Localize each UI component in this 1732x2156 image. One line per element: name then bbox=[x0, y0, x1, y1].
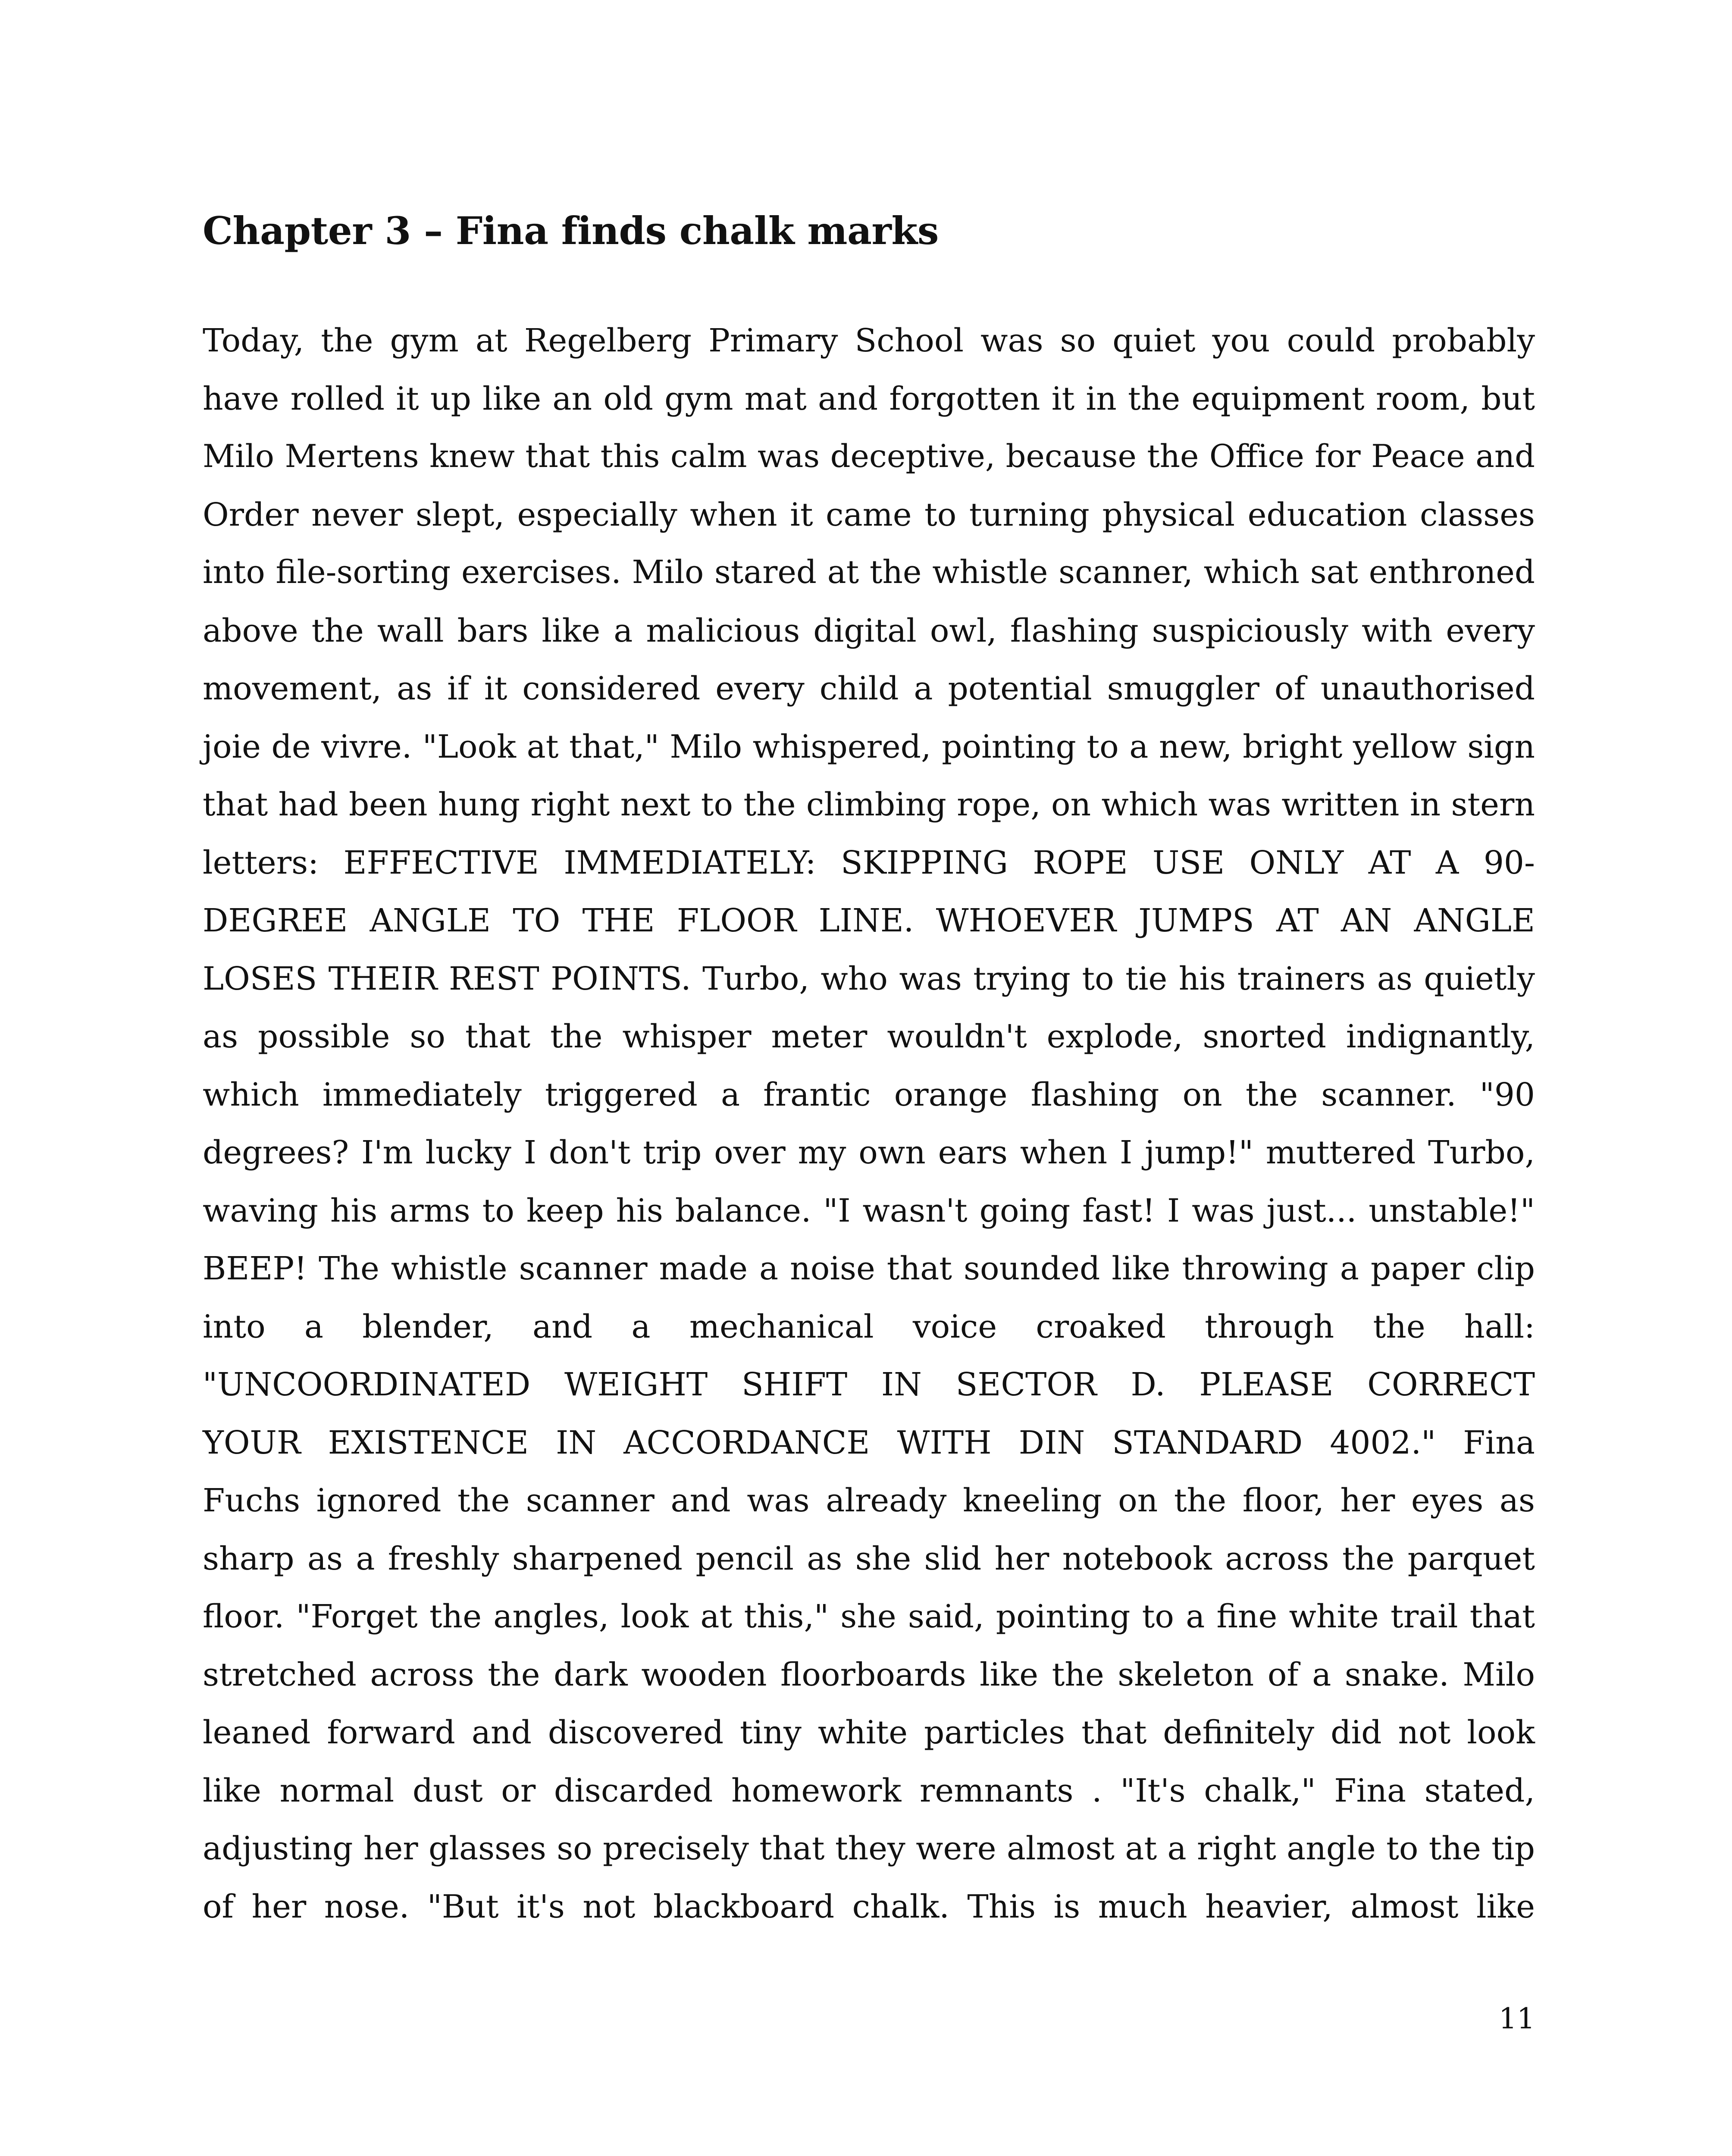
text-line: LOSES THEIR REST POINTS. Turbo, who was trying to tie his trainers as quietly bbox=[203, 960, 1535, 997]
text-line: joie de vivre. "Look at that," Milo whispered, pointing to a new, bright yellow sign bbox=[203, 728, 1535, 765]
text-line: "UNCOORDINATED WEIGHT SHIFT IN SECTOR D. PLEASE CORRECT bbox=[203, 1366, 1535, 1403]
text-line: BEEP! The whistle scanner made a noise that sounded like throwing a paper clip bbox=[203, 1250, 1535, 1287]
text-line: above the wall bars like a malicious digital owl, flashing suspiciously with every bbox=[203, 612, 1535, 649]
text-line: sharp as a freshly sharpened pencil as she slid her notebook across the parquet bbox=[203, 1540, 1535, 1577]
text-line: adjusting her glasses so precisely that they were almost at a right angle to the tip bbox=[203, 1830, 1535, 1867]
text-line: that had been hung right next to the climbing rope, on which was written in stern bbox=[203, 786, 1535, 823]
text-line: like normal dust or discarded homework remnants . "It's chalk," Fina stated, bbox=[203, 1772, 1535, 1809]
text-line: YOUR EXISTENCE IN ACCORDANCE WITH DIN STANDARD 4002." Fina bbox=[203, 1424, 1535, 1461]
text-line: Fuchs ignored the scanner and was already kneeling on the floor, her eyes as bbox=[203, 1482, 1535, 1519]
text-line: waving his arms to keep his balance. "I wasn't going fast! I was just... unstable!" bbox=[203, 1192, 1535, 1229]
text-line: as possible so that the whisper meter wouldn't explode, snorted indignantly, bbox=[203, 1018, 1535, 1055]
text-line: Today, the gym at Regelberg Primary School was so quiet you could probably bbox=[203, 322, 1535, 359]
text-line: DEGREE ANGLE TO THE FLOOR LINE. WHOEVER JUMPS AT AN ANGLE bbox=[203, 902, 1535, 939]
text-line: into file-sorting exercises. Milo stared at the whistle scanner, which sat enthroned bbox=[203, 554, 1535, 591]
text-line: into a blender, and a mechanical voice croaked through the hall: bbox=[203, 1308, 1535, 1345]
text-line: Milo Mertens knew that this calm was deceptive, because the Office for Peace and bbox=[203, 438, 1535, 475]
text-line: have rolled it up like an old gym mat and forgotten it in the equipment room, but bbox=[203, 380, 1535, 417]
text-line: floor. "Forget the angles, look at this," she said, pointing to a fine white trail that bbox=[203, 1598, 1535, 1635]
text-line: letters: EFFECTIVE IMMEDIATELY: SKIPPING ROPE USE ONLY AT A 90- bbox=[203, 844, 1535, 881]
text-line: which immediately triggered a frantic orange flashing on the scanner. "90 bbox=[203, 1076, 1535, 1113]
page-number: 11 bbox=[1499, 2002, 1535, 2035]
text-line: movement, as if it considered every child a potential smuggler of unauthorised bbox=[203, 670, 1535, 707]
body-paragraph bbox=[203, 312, 1535, 1936]
text-line: of her nose. "But it's not blackboard chalk. This is much heavier, almost like bbox=[203, 1888, 1535, 1925]
text-line: stretched across the dark wooden floorboards like the skeleton of a snake. Milo bbox=[203, 1656, 1535, 1693]
text-line: Order never slept, especially when it came to turning physical education classes bbox=[203, 496, 1535, 533]
chapter-title: Chapter 3 – Fina finds chalk marks bbox=[203, 208, 939, 253]
text-line: degrees? I'm lucky I don't trip over my own ears when I jump!" muttered Turbo, bbox=[203, 1134, 1535, 1171]
text-line: leaned forward and discovered tiny white particles that definitely did not look bbox=[203, 1714, 1535, 1751]
